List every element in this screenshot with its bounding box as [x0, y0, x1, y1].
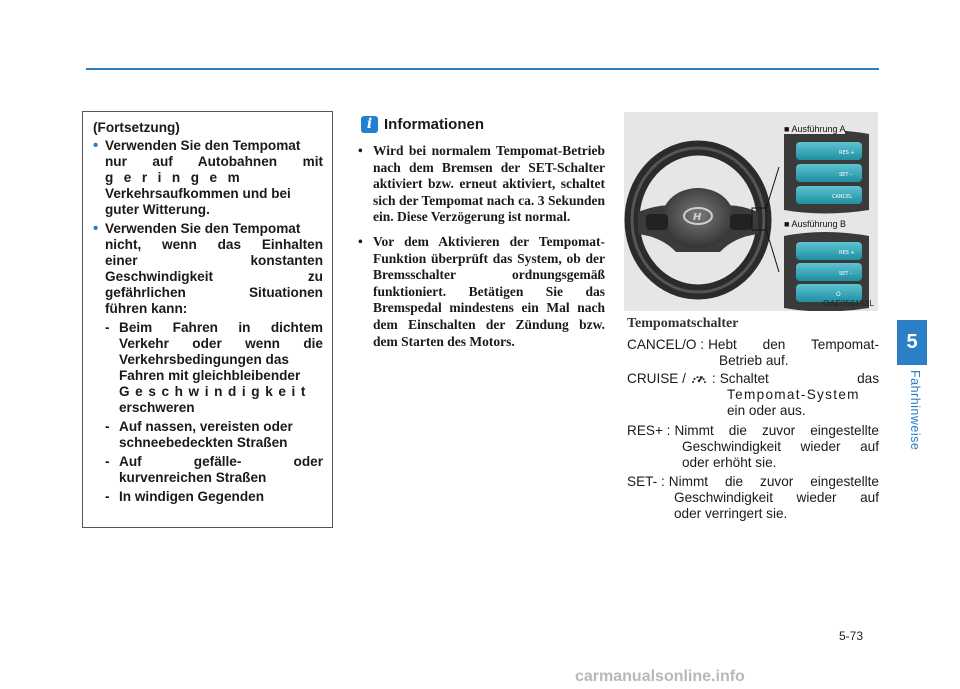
dash: -	[105, 489, 110, 504]
res-button-b-label: RES +	[839, 250, 855, 256]
wheel-left-buttons	[646, 214, 668, 230]
top-rule	[86, 68, 879, 70]
set-button-b-label: SET –	[839, 271, 853, 277]
def-cancel-line2: Betrieb auf.	[719, 353, 789, 368]
def-res-line2: Geschwindigkeit wieder auf	[682, 439, 879, 454]
info-item-2: • Vor dem Aktivieren der Tempomat-Funktion überprüft das System, ob der Bremsschalter ordnungsgemäß funktioniert. Betätigen Sie das Bremspedal mindestens ein Mal nach dem Einschalten der Zündung bzw. dem Starten des Motors.	[355, 234, 605, 350]
brand-logo-letter: H	[693, 212, 702, 223]
note-line: schneebedeckten Straßen	[119, 435, 288, 450]
cruise-o-button-label: O	[836, 291, 841, 298]
note-line: kurvenreichen Straßen	[119, 470, 267, 485]
note-line: Fahren mit gleichbleibender	[119, 368, 301, 383]
steering-wheel-figure	[624, 112, 878, 311]
note-bullet-2	[93, 221, 323, 317]
def-res	[627, 423, 879, 471]
def-set-line3: oder verringert sie.	[674, 506, 788, 521]
note-line: In windigen Gegenden	[119, 489, 265, 504]
def-cruise-colon: :	[711, 371, 716, 386]
variant-b-label: ■ Ausführung B	[784, 219, 846, 229]
def-cancel-term: CANCEL/O :	[627, 337, 705, 352]
note-line: nicht, wenn das Einhalten	[105, 237, 323, 252]
watermark: carmanualsonline.info	[575, 668, 745, 685]
variant-a-label: ■ Ausführung A	[784, 124, 846, 134]
note-line: Auf gefälle- oder	[119, 454, 323, 469]
warning-continuation-box	[82, 111, 333, 528]
def-set-line2: Geschwindigkeit wieder auf	[674, 490, 879, 505]
def-set	[627, 474, 879, 522]
def-cruise-line3: ein oder aus.	[727, 403, 806, 418]
chapter-label: Fahrhinweise	[908, 370, 922, 451]
def-set-line1: Nimmt die zuvor eingestellte	[668, 474, 879, 489]
note-line: einer konstanten	[105, 253, 323, 268]
cancel-button-label: CANCEL	[832, 194, 853, 200]
callout-line	[766, 229, 779, 272]
def-cruise-term: CRUISE /	[627, 371, 686, 386]
figure-code: OAE056153L	[822, 298, 874, 308]
info-heading	[361, 116, 484, 133]
def-cancel	[627, 337, 879, 369]
cruise-control-icon	[690, 371, 708, 387]
note-line: geringem	[105, 170, 251, 185]
note-line: Verkehr oder wenn die	[119, 336, 323, 351]
note-sub-item-1	[93, 320, 323, 416]
note-line: gefährlichen Situationen	[105, 285, 323, 300]
chapter-number-tab: 5	[897, 320, 927, 365]
dash: -	[105, 454, 110, 469]
def-res-line1: Nimmt die zuvor eingestellte	[674, 423, 879, 438]
info-item-1: • Wird bei normalem Tempomat-Betrieb nach dem Bremsen der SET-Schalter aktiviert bzw. erneut aktiviert, schaltet sich der Tempomat nach ca. 3 Sekunden ein. Diese Verzögerung ist normal.	[355, 143, 605, 226]
note-line: • Verwenden Sie den Tempomat	[105, 221, 301, 236]
info-title: Informationen	[384, 116, 484, 133]
note-line: Beim Fahren in dichtem	[119, 320, 323, 335]
note-line: Verkehrsaufkommen und bei	[105, 186, 291, 201]
page-number: 5-73	[839, 629, 864, 643]
note-sub-item-2	[93, 419, 323, 451]
set-button-label: SET –	[839, 172, 853, 178]
note-heading: (Fortsetzung)	[93, 120, 180, 135]
def-res-line3: oder erhöht sie.	[682, 455, 777, 470]
info-icon: i	[361, 116, 378, 133]
def-set-term: SET- :	[627, 474, 665, 489]
cancel-button	[796, 186, 862, 204]
variant-a-panel	[784, 130, 869, 214]
note-line: Auf nassen, vereisten oder	[119, 419, 293, 434]
def-cruise-line1: Schaltet das	[719, 371, 879, 386]
def-cruise-line2: Tempomat-System	[727, 387, 860, 402]
info-list	[355, 143, 605, 358]
note-line: nur auf Autobahnen mit	[105, 154, 323, 169]
note-line: erschweren	[119, 400, 195, 415]
def-cancel-line1: Hebt den Tempomat-	[708, 337, 879, 352]
def-cruise	[627, 371, 879, 419]
dash: -	[105, 419, 110, 434]
note-line: Verkehrsbedingungen das	[119, 352, 289, 367]
section-title: Tempomatschalter	[627, 316, 739, 331]
callout-line	[766, 167, 779, 209]
steering-wheel-illustration	[624, 112, 878, 311]
note-line: • Verwenden Sie den Tempomat	[105, 138, 301, 153]
res-button-label: RES +	[839, 150, 855, 156]
note-line: führen kann:	[105, 301, 188, 316]
note-bullet-1	[93, 138, 323, 218]
wheel-right-buttons	[730, 214, 752, 230]
note-line: Geschwindigkeit	[119, 384, 312, 399]
note-sub-item-4	[93, 489, 323, 505]
note-line: Geschwindigkeit zu	[105, 269, 323, 284]
note-line: guter Witterung.	[105, 202, 210, 217]
dash: -	[105, 320, 110, 335]
note-sub-item-3	[93, 454, 323, 486]
def-res-term: RES+ :	[627, 423, 671, 438]
